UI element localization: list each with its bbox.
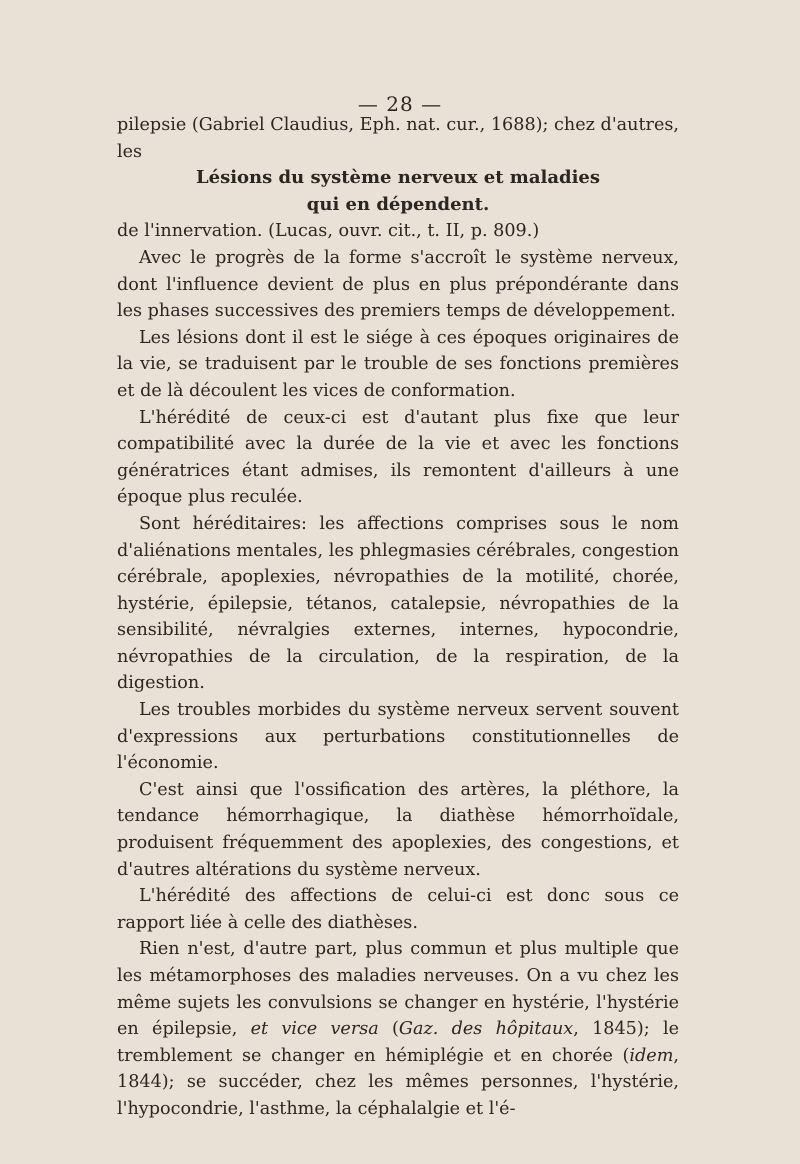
section-title-continued: qui en dépendent. <box>306 193 490 215</box>
paragraph: Avec le progrès de la forme s'accroît le système nerveux, dont l'influence devient de plus en plus prépondérante dans les phases successives des premiers temps de développement. <box>117 247 679 322</box>
page-body <box>117 112 679 1123</box>
page-number: — 28 — <box>357 92 443 116</box>
paragraph: Sont héréditaires: les affections comprises sous le nom d'aliénations mentales, les phlegmasies cérébrales, congestion cérébrale, apoplexies, névropathies de la motilité, chorée, hystérie, épilepsie, tétanos, catalepsie, névropathies de la sensibilité, névralgies externes, internes, hypocondrie, névropathies de la circulation, de la respiration, de la digestion. <box>117 513 679 694</box>
paragraph-last <box>117 936 679 1122</box>
paragraph: L'hérédité des affections de celui-ci est donc sous ce rapport liée à celle des diathèses. <box>117 886 679 933</box>
paragraph: C'est ainsi que l'ossification des artères, la pléthore, la tendance hémorrhagique, la diathèse hémorrhoïdale, produisent fréquemment des apoplexies, des congestions, et d'autres altérations du système nerveux. <box>117 779 679 880</box>
paragraph: Les lésions dont il est le siége à ces époques originaires de la vie, se traduisent par le trouble de ses fonctions premières et de là découlent les vices de conformation. <box>117 327 679 401</box>
intro-line: pilepsie (Gabriel Claudius, Eph. nat. cur., 1688); chez d'autres, les <box>117 115 679 162</box>
section-title: Lésions du système nerveux et maladies <box>195 167 601 189</box>
italic-run: idem <box>629 1045 674 1066</box>
citation-line: de l'innervation. (Lucas, ouvr. cit., t. II, p. 809.) <box>117 221 540 242</box>
text-run: , 1844); se succéder, chez les mêmes personnes, l'hystérie, l'hypocondrie, l'asthme, la céphalalgie et l'é- <box>117 1045 679 1119</box>
text-run: Rien n'est, d'autre part, plus commun et plus multiple que les métamorphoses des maladies nerveuses. On a vu chez les même sujets les convulsions se changer en hystérie, l'hystérie en épilepsie, <box>117 939 679 1040</box>
text-run: , 1845); le tremblement se changer en hémiplégie et en chorée ( <box>117 1019 679 1066</box>
paragraph: L'hérédité de ceux-ci est d'autant plus fixe que leur compatibilité avec la durée de la vie et avec les fonctions génératrices étant admises, ils remontent d'ailleurs à une époque plus reculée. <box>117 407 679 508</box>
italic-run: et vice versa <box>250 1019 379 1040</box>
paragraph: Les troubles morbides du système nerveux servent souvent d'expressions aux perturbations constitutionnelles de l'économie. <box>117 700 679 774</box>
text-run: ( <box>378 1019 399 1040</box>
italic-run: Gaz. des hôpitaux <box>398 1019 574 1040</box>
